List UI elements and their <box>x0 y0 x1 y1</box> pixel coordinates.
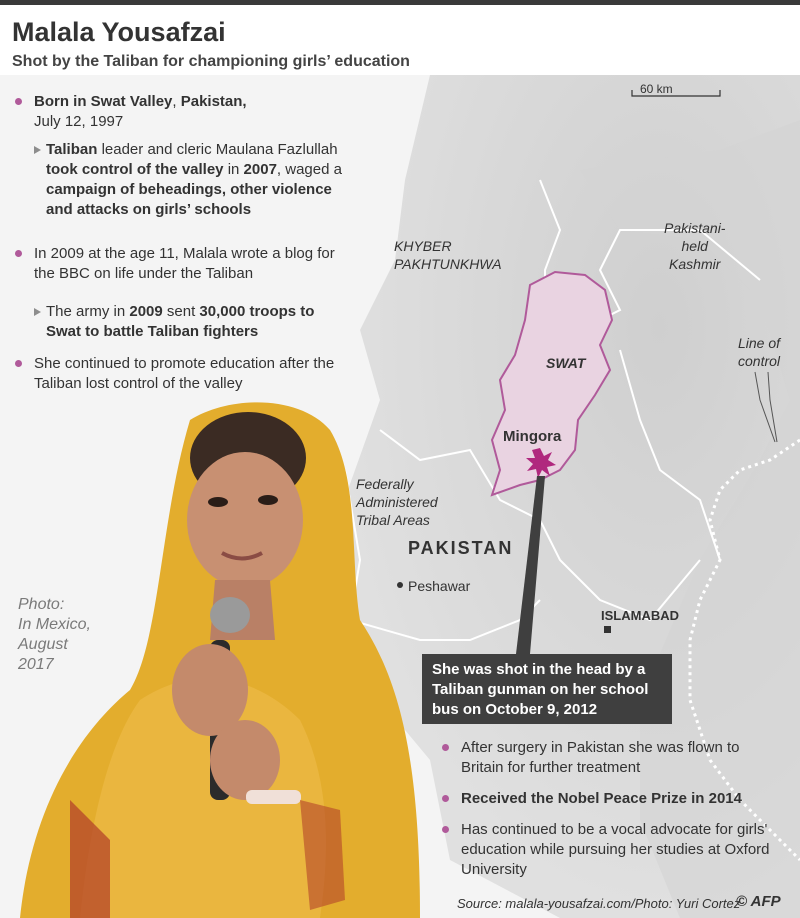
bullet-text: 2007 <box>243 161 277 178</box>
caption-line: August <box>18 636 68 653</box>
bullet-text: leader and cleric Maulana Fazlullah <box>97 141 338 158</box>
label-line: control <box>738 353 781 369</box>
page-title: Malala Yousafzai <box>12 17 226 47</box>
face-shape <box>187 452 303 588</box>
eye-right <box>258 495 278 505</box>
bullet-text: The army in <box>46 303 130 320</box>
bullet-surgery: After surgery in Pakistan she was flown to Britain for further treatment <box>461 738 761 778</box>
peshawar-marker <box>397 582 403 588</box>
sub-bullet-taliban <box>46 140 346 220</box>
eye-left <box>208 497 228 507</box>
label-pakistan: PAKISTAN <box>408 538 514 558</box>
bullet-text: , waged a <box>276 161 342 178</box>
label-line: Kashmir <box>669 256 721 272</box>
bullet-text: in <box>223 161 244 178</box>
label-line: KHYBER <box>394 238 452 254</box>
label-line: Tribal Areas <box>356 512 430 528</box>
label-line: Federally <box>356 476 414 492</box>
bullet-advocate: Has continued to be a vocal advocate for girls' education while pursuing her studies at Oxford University <box>461 820 781 880</box>
scale-label: 60 km <box>640 82 673 96</box>
bullet-text: took control of the valley <box>46 161 224 178</box>
label-line: PAKHTUNKHWA <box>394 256 502 272</box>
source-credit: Source: malala-yousafzai.com/Photo: Yuri Cortez <box>457 896 741 911</box>
header <box>0 5 800 75</box>
islamabad-marker <box>604 626 611 633</box>
hand <box>210 720 280 800</box>
bullet-text: Taliban <box>46 141 98 158</box>
bracelet <box>246 790 301 804</box>
bullet-nobel: Received the Nobel Peace Prize in 2014 <box>461 789 781 809</box>
bullet-birth <box>34 92 364 132</box>
caption-line: Photo: <box>18 596 65 613</box>
microphone-head <box>210 597 250 633</box>
label-kashmir <box>664 219 725 273</box>
label-line: held <box>681 238 708 254</box>
caption-line: In Mexico, <box>18 616 91 633</box>
bullet-text: Pakistan, <box>180 93 247 110</box>
page-subtitle: Shot by the Taliban for championing girls’ education <box>12 53 410 70</box>
bullet-text: Born in Swat Valley <box>34 93 173 110</box>
bullet-text: 30,000 troops to Swat to battle Taliban fighters <box>46 303 315 340</box>
bullet-continued: She continued to promote education after the Taliban lost control of the valley <box>34 354 339 394</box>
bullet-text: 2009 <box>129 303 163 320</box>
label-line: Pakistani- <box>664 220 726 236</box>
label-line: Line of <box>738 335 781 351</box>
birth-date: July 12, 1997 <box>34 113 124 130</box>
shooting-callout: She was shot in the head by a Taliban gunman on her school bus on October 9, 2012 <box>422 654 672 724</box>
label-mingora: Mingora <box>503 428 562 445</box>
bullet-text: , <box>172 93 181 110</box>
label-line-of-control <box>738 334 780 370</box>
label-islamabad: ISLAMABAD <box>601 608 679 623</box>
label-peshawar: Peshawar <box>408 578 471 594</box>
afp-logo: © AFP <box>736 893 781 910</box>
label-fata <box>356 475 438 529</box>
label-line: Administered <box>356 494 438 510</box>
label-khyber <box>394 237 502 273</box>
caption-line: 2017 <box>18 656 54 673</box>
label-swat: SWAT <box>546 355 586 371</box>
photo-caption <box>18 595 91 675</box>
bullet-text: sent <box>162 303 200 320</box>
bullet-blog: In 2009 at the age 11, Malala wrote a blog for the BBC on life under the Taliban <box>34 244 339 284</box>
bullet-text: campaign of beheadings, other violence and attacks on girls’ schools <box>46 181 332 218</box>
sub-bullet-army <box>46 302 326 342</box>
